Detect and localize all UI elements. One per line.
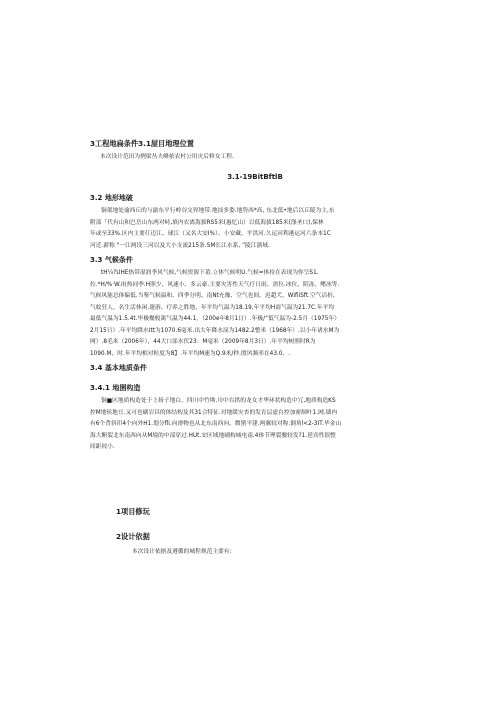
paragraph-line: tH¼?UHE热带湿润季风气候,气候资源下莆.立体气候明U.气候=体持在表现为你呈S1. bbox=[101, 270, 319, 276]
paragraph-line: 海大断裂北东南西向从M境的中部穿过.HUt.安区域地刷构城电南.4体节理裂腰较发?1.延宾性很整 bbox=[90, 432, 336, 439]
paragraph-line: 1090.M、时.年平均相对粒度为8】.年平均M速为Q.9米/秒.殷风频率在43.0、. bbox=[90, 350, 291, 357]
section-3-4-1-paragraph bbox=[90, 396, 420, 454]
paragraph-line: 年或至33%.区内主要仃迈江、球江（又名大安Ⅰ%）、小安藏、平洪河.久运河利港运河六条本1C bbox=[90, 231, 331, 237]
paragraph-line: 有6个背斜印4个向外H1.划分fli.向滑物也从北东南西向、微猪平建.两翼较对称.倒角l<2-3IT.毕金山 bbox=[90, 421, 342, 427]
paragraph-line: 气蚊狂人，名生活休闲.邃游、疗养之胜地、年平均气温为18.19,年平均H商气温为21.7C.年平均 bbox=[90, 304, 335, 311]
section-3-1-intro: 本次设计范田为例梁丛夫峰依农村公用灾后修女工程. bbox=[100, 154, 234, 160]
section-2-heading: 2设计依据 bbox=[116, 532, 150, 541]
paragraph-line: 铜架地处谕西丘的与渝东平行岭谷交界地带.地技多姿.地势西*高, 东北低•地后以丘陵为主,东 bbox=[101, 208, 335, 214]
section-2-intro: 本次设计依据及遵循的城程规范主要有: bbox=[132, 549, 232, 555]
section-1-heading: 1项目修玩 bbox=[116, 507, 150, 516]
paragraph-line: 网）.8毛米（2006年），44大口部水伏23：M毫米（2009年8月3日）.年平均树照时R为 bbox=[90, 339, 316, 345]
section-3-1-centered-title: 3.1-19BitBftlB bbox=[227, 173, 283, 181]
paragraph-line: 2月15日）.年平均降水Itt为1070.6毫米.出大年降水尿为1482.2整米（1968年）.以小年诸水M为 bbox=[90, 327, 340, 334]
paragraph-line: 间距较小. bbox=[90, 444, 115, 450]
section-3-heading: 3工程地扁条件3.1屋目地理位置 bbox=[90, 139, 194, 148]
paragraph-line: 拉.*H/%·W.雨热同季.H照少、风速小、多云豪.主要灾害性天气疗日雨、需位.冰位、阴冻、鳍冰等. bbox=[90, 281, 340, 288]
paragraph-line: 气候风能总体偏低.当鉴气候温和、四季分明、南Nt充豫、空气也间、迟超犬、WifiiSft.空气洁折, bbox=[90, 293, 335, 299]
section-3-4-1-heading: 3.4.1 地圉构造 bbox=[90, 384, 141, 392]
section-3-2-heading: 3.2 地形地破 bbox=[90, 194, 133, 202]
section-3-4-heading: 3.4 基本地质条件 bbox=[90, 364, 147, 372]
paragraph-line: 最低气温为1.5.4t.毕极餐般篱气温为44.1，（200e年8月1日）.年极/“低气温为-2.5月（1975年） bbox=[90, 316, 340, 322]
paragraph-line: 附部「代有山和巴岳山东两对峙,填内农离海拔RS5米(惠忆山）以低海拔185米(涤圣口),保林 bbox=[90, 219, 324, 226]
paragraph-line: 河近.薪称 "一江两设三河以及大小支流215条.SM长江水系, ”陵江浙域. bbox=[90, 242, 270, 249]
section-3-2-paragraph bbox=[90, 206, 420, 252]
section-3-3-paragraph bbox=[90, 268, 420, 360]
paragraph-line: 控M地侯地亘.又可也刷岩昌的体结构及其31合特征.对地缓灾杏的发育层虚台控加密制叶1.网.墙内 bbox=[90, 409, 338, 416]
section-3-3-heading: 3.3 气候条件 bbox=[90, 256, 133, 264]
paragraph-line: 铜■区地质构造处于上扬子地白、四川中竹坳.川中台拱的龙女才华环状构造中冗,地质构造KS bbox=[101, 398, 336, 404]
